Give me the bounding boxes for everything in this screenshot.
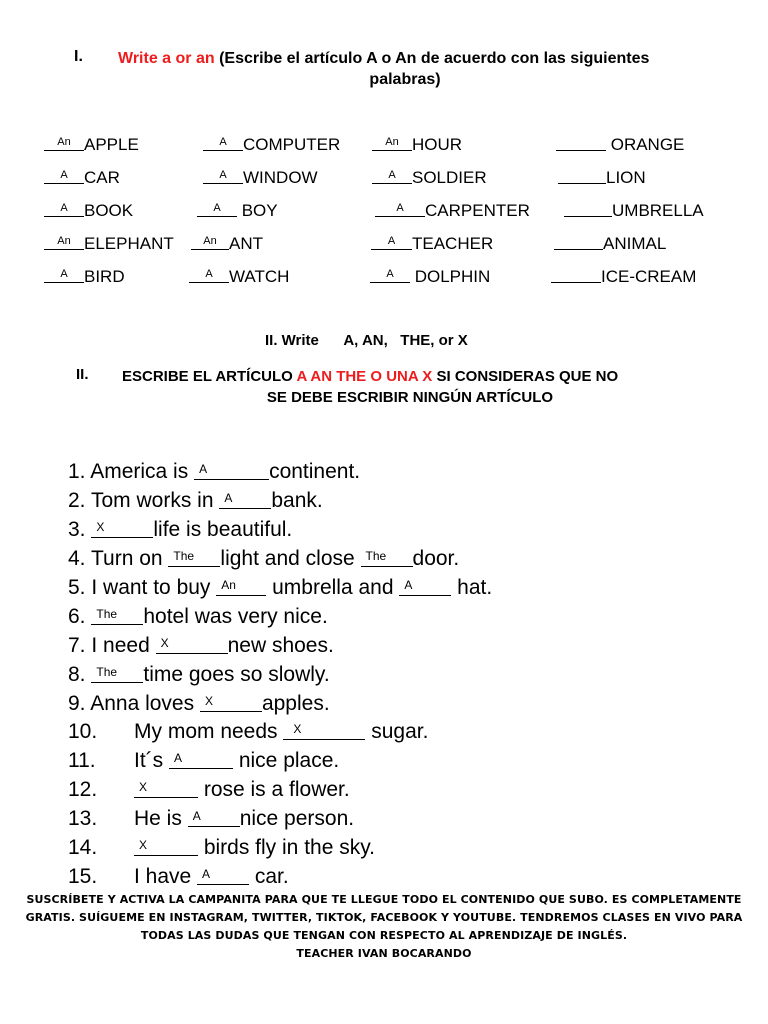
sentence-text: time goes so slowly. bbox=[143, 663, 330, 686]
answer-blank[interactable] bbox=[169, 752, 233, 769]
grid-item bbox=[372, 135, 462, 155]
sentence-number: 12. bbox=[68, 778, 98, 801]
word-text: ELEPHANT bbox=[84, 234, 174, 253]
answer-blank[interactable] bbox=[551, 269, 601, 283]
sentence-number: 6. bbox=[68, 605, 86, 628]
word-text: TEACHER bbox=[412, 234, 494, 253]
word-text: ANIMAL bbox=[603, 234, 667, 253]
grid-item bbox=[554, 234, 666, 254]
answer-blank[interactable] bbox=[168, 550, 220, 567]
answer-blank[interactable] bbox=[564, 203, 612, 217]
grid-item bbox=[44, 201, 133, 221]
answer-blank[interactable] bbox=[203, 137, 243, 151]
word-text: ICE-CREAM bbox=[601, 267, 697, 286]
sentence-text: bank. bbox=[271, 489, 323, 512]
answer-text: The bbox=[96, 607, 118, 621]
answer-text: An bbox=[221, 578, 236, 592]
sentence-number: 3. bbox=[68, 518, 86, 541]
answer-text: X bbox=[293, 722, 302, 736]
sentence-14 bbox=[68, 836, 375, 860]
word-text: DOLPHIN bbox=[410, 267, 491, 286]
word-text: CARPENTER bbox=[425, 201, 530, 220]
sentence-number: 15. bbox=[68, 865, 98, 888]
sentence-number: 11. bbox=[68, 749, 96, 772]
answer-text: The bbox=[173, 549, 195, 563]
sentence-number: 7. bbox=[68, 634, 86, 657]
answer-text: A bbox=[205, 268, 213, 280]
sentence-7 bbox=[68, 634, 334, 658]
grid-item bbox=[551, 267, 696, 287]
answer-blank[interactable] bbox=[156, 637, 228, 654]
answer-blank[interactable] bbox=[203, 170, 243, 184]
grid-item bbox=[203, 168, 318, 188]
sentence-number: 2. bbox=[68, 489, 86, 512]
sentence-text: apples. bbox=[261, 692, 330, 715]
sentence-1 bbox=[68, 460, 360, 484]
footer-line: SUSCRÍBETE Y ACTIVA LA CAMPANITA PARA QUE TE LLEGUE TODO EL CONTENIDO QUE SUBO. ES COMPLETAMENTE bbox=[26, 893, 742, 906]
answer-text: A bbox=[199, 462, 208, 476]
answer-text: An bbox=[203, 235, 217, 247]
answer-blank[interactable] bbox=[375, 203, 425, 217]
sentence-5 bbox=[68, 576, 492, 600]
sentence-8 bbox=[68, 663, 330, 687]
sentence-text: birds fly in the sky. bbox=[198, 836, 376, 859]
answer-blank[interactable] bbox=[44, 137, 84, 151]
sentence-number: 10. bbox=[68, 720, 98, 743]
section-2-instruction bbox=[122, 366, 722, 408]
grid-item bbox=[564, 201, 704, 221]
answer-blank[interactable] bbox=[372, 170, 412, 184]
answer-blank[interactable] bbox=[200, 695, 262, 712]
instruction-text: ESCRIBE EL ARTÍCULO bbox=[122, 368, 297, 385]
word-text: ORANGE bbox=[606, 135, 685, 154]
sentence-text: Turn on bbox=[90, 547, 169, 570]
answer-blank[interactable] bbox=[91, 608, 143, 625]
answer-text: A bbox=[224, 491, 233, 505]
answer-text: A bbox=[60, 268, 68, 280]
word-text: CAR bbox=[84, 168, 120, 187]
grid-item bbox=[375, 201, 530, 221]
answer-text: X bbox=[204, 694, 213, 708]
answer-text: A bbox=[202, 867, 211, 881]
grid-item bbox=[558, 168, 646, 188]
answer-blank[interactable] bbox=[216, 579, 266, 596]
answer-text: An bbox=[385, 136, 399, 148]
answer-blank[interactable] bbox=[219, 492, 271, 509]
answer-text: X bbox=[96, 520, 105, 534]
sentence-text: umbrella and bbox=[266, 576, 400, 599]
word-text: SOLDIER bbox=[412, 168, 487, 187]
answer-text: A bbox=[396, 202, 404, 214]
word-text: COMPUTER bbox=[243, 135, 341, 154]
grid-item bbox=[44, 234, 174, 254]
sentence-text: America is bbox=[90, 460, 195, 483]
answer-blank[interactable] bbox=[134, 781, 198, 798]
answer-blank[interactable] bbox=[558, 170, 606, 184]
sentence-13 bbox=[68, 807, 354, 831]
grid-item bbox=[197, 201, 278, 221]
answer-text: A bbox=[60, 202, 68, 214]
section-2-heading: II. Write A, AN, THE, or X bbox=[265, 332, 468, 349]
answer-blank[interactable] bbox=[44, 203, 84, 217]
sentence-text: My mom needs bbox=[134, 720, 284, 743]
word-text: HOUR bbox=[412, 135, 463, 154]
answer-blank[interactable] bbox=[188, 810, 240, 827]
sentence-text: sugar. bbox=[365, 720, 429, 743]
grid-item bbox=[44, 168, 120, 188]
answer-text: X bbox=[160, 636, 169, 650]
answer-blank[interactable] bbox=[194, 463, 269, 480]
answer-text: A bbox=[219, 169, 227, 181]
word-text: BIRD bbox=[84, 267, 125, 286]
answer-text: The bbox=[365, 549, 387, 563]
sentence-text: He is bbox=[134, 807, 188, 830]
answer-blank[interactable] bbox=[361, 550, 413, 567]
sentence-text: I have bbox=[134, 865, 198, 888]
answer-blank[interactable] bbox=[372, 137, 412, 151]
answer-blank[interactable] bbox=[44, 170, 84, 184]
sentence-text: I need bbox=[91, 634, 156, 657]
sentence-text: life is beautiful. bbox=[153, 518, 293, 541]
answer-blank[interactable] bbox=[556, 137, 606, 151]
grid-item bbox=[370, 267, 490, 287]
answer-blank[interactable] bbox=[554, 236, 603, 250]
instruction-text-line2: palabras) bbox=[369, 71, 441, 88]
instruction-text-line2: SE DEBE ESCRIBIR NINGÚN ARTÍCULO bbox=[266, 389, 554, 406]
answer-text: An bbox=[57, 136, 71, 148]
word-text: APPLE bbox=[84, 135, 139, 154]
word-text: BOOK bbox=[84, 201, 134, 220]
sentence-3 bbox=[68, 518, 292, 542]
answer-blank[interactable] bbox=[91, 521, 153, 538]
sentence-text: new shoes. bbox=[227, 634, 334, 657]
instruction-text: (Escribe el artículo A o An de acuerdo con las siguientes bbox=[214, 50, 650, 67]
answer-text: A bbox=[404, 578, 413, 592]
instruction-text: SI CONSIDERAS QUE NO bbox=[432, 368, 619, 385]
answer-text: A bbox=[219, 136, 227, 148]
grid-item bbox=[44, 135, 139, 155]
answer-blank[interactable] bbox=[371, 236, 412, 250]
sentence-text: light and close bbox=[220, 547, 361, 570]
section-1-instruction bbox=[118, 48, 728, 90]
word-text: LION bbox=[606, 168, 646, 187]
sentence-text: It´s bbox=[134, 749, 169, 772]
sentence-15 bbox=[68, 865, 289, 889]
sentence-number: 13. bbox=[68, 807, 98, 830]
sentence-text: I want to buy bbox=[91, 576, 217, 599]
answer-blank[interactable] bbox=[197, 868, 249, 885]
footer-author: TEACHER IVAN BOCARANDO bbox=[296, 947, 472, 960]
answer-blank[interactable] bbox=[191, 236, 229, 250]
answer-blank[interactable] bbox=[189, 269, 229, 283]
answer-blank[interactable] bbox=[44, 236, 84, 250]
sentence-number: 9. bbox=[68, 692, 86, 715]
answer-text: A bbox=[213, 202, 221, 214]
sentence-6 bbox=[68, 605, 328, 629]
sentence-number: 14. bbox=[68, 836, 98, 859]
grid-item bbox=[556, 135, 684, 155]
sentence-text: door. bbox=[412, 547, 460, 570]
section-1-number: I. bbox=[74, 48, 83, 65]
answer-text: A bbox=[388, 169, 396, 181]
word-text: UMBRELLA bbox=[612, 201, 704, 220]
sentence-9 bbox=[68, 692, 330, 716]
sentence-text: hotel was very nice. bbox=[143, 605, 328, 628]
answer-text: A bbox=[387, 235, 396, 247]
sentence-text: hat. bbox=[451, 576, 493, 599]
answer-text: A bbox=[192, 809, 201, 823]
answer-text: A bbox=[386, 268, 394, 280]
sentence-text: Tom works in bbox=[90, 489, 220, 512]
word-text: WINDOW bbox=[243, 168, 318, 187]
answer-text: X bbox=[139, 838, 148, 852]
answer-blank[interactable] bbox=[370, 269, 410, 283]
grid-item bbox=[189, 267, 289, 287]
footer-line: TODAS LAS DUDAS QUE TENGAN CON RESPECTO AL APRENDIZAJE DE INGLÉS. bbox=[140, 929, 628, 942]
sentence-12 bbox=[68, 778, 350, 802]
sentence-text: continent. bbox=[269, 460, 361, 483]
sentence-text: nice person. bbox=[239, 807, 355, 830]
sentence-number: 5. bbox=[68, 576, 86, 599]
answer-text: An bbox=[57, 235, 71, 247]
sentence-4 bbox=[68, 547, 459, 571]
answer-text: A bbox=[174, 751, 183, 765]
sentence-text: nice place. bbox=[233, 749, 340, 772]
answer-blank[interactable] bbox=[134, 839, 198, 856]
instruction-red-text: A AN THE O UNA X bbox=[296, 368, 433, 385]
grid-item bbox=[44, 267, 125, 287]
sentence-number: 8. bbox=[68, 663, 86, 686]
sentence-text: rose is a flower. bbox=[198, 778, 350, 801]
answer-blank[interactable] bbox=[44, 269, 84, 283]
section-2-number: II. bbox=[76, 366, 89, 383]
answer-text: X bbox=[139, 780, 148, 794]
sentence-text: car. bbox=[249, 865, 289, 888]
word-text: WATCH bbox=[229, 267, 290, 286]
grid-item bbox=[371, 234, 493, 254]
answer-blank[interactable] bbox=[399, 579, 451, 596]
sentence-number: 4. bbox=[68, 547, 86, 570]
answer-blank[interactable] bbox=[283, 723, 365, 740]
answer-text: A bbox=[60, 169, 68, 181]
sentence-text: Anna loves bbox=[90, 692, 200, 715]
answer-blank[interactable] bbox=[91, 666, 143, 683]
sentence-number: 1. bbox=[68, 460, 86, 483]
grid-item bbox=[191, 234, 263, 254]
footer-note bbox=[20, 891, 748, 963]
grid-item bbox=[203, 135, 340, 155]
answer-text: The bbox=[96, 665, 118, 679]
footer-line: GRATIS. SUÍGUEME EN INSTAGRAM, TWITTER, TIKTOK, FACEBOOK Y YOUTUBE. TENDREMOS CLASES EN VIVO PARA bbox=[25, 911, 743, 924]
sentence-10 bbox=[68, 720, 428, 744]
grid-item bbox=[372, 168, 487, 188]
sentence-11 bbox=[68, 749, 339, 773]
answer-blank[interactable] bbox=[197, 203, 237, 217]
instruction-red-text: Write a or an bbox=[118, 50, 215, 67]
word-text: ANT bbox=[229, 234, 263, 253]
sentence-2 bbox=[68, 489, 323, 513]
word-text: BOY bbox=[237, 201, 278, 220]
